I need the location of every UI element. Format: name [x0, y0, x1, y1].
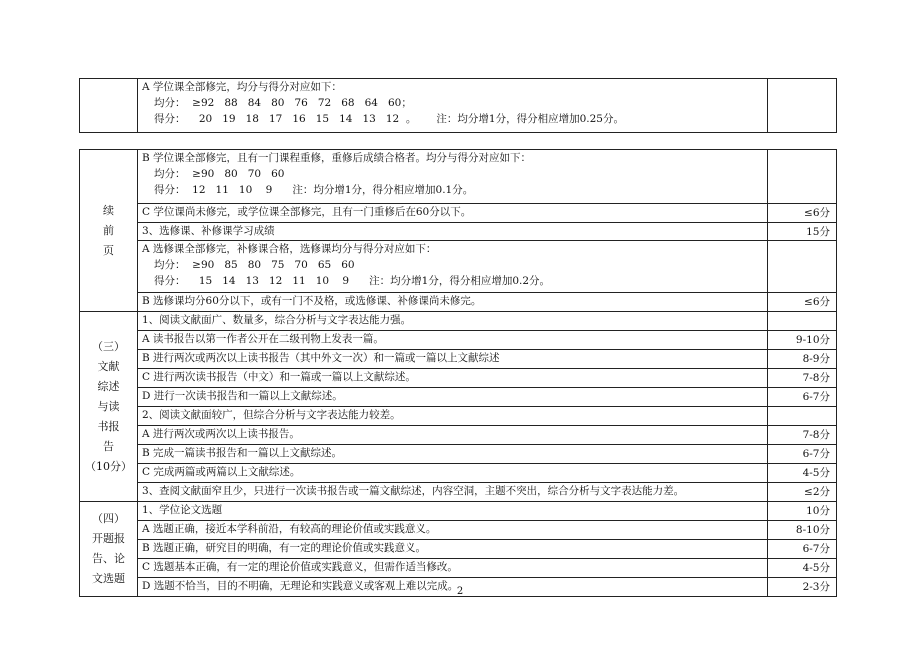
- degree-course-b-cell: [138, 150, 768, 204]
- criteria-row: D 选题不恰当，目的不明确，无理论和实践意义或客观上难以完成。: [138, 578, 768, 597]
- score-cell: 2-3分: [768, 578, 837, 597]
- score-cell: 4-5分: [768, 559, 837, 578]
- criteria-row: D 进行一次读书报告和一篇以上文献综述。: [138, 388, 768, 407]
- literature-review-label: [80, 312, 138, 502]
- label-line: （三）: [92, 339, 125, 353]
- top-label-cell: [80, 79, 138, 133]
- degree-course-c-text: C 学位课尚未修完，或学位课全部修完，且有一门重修后在60分以下。: [138, 204, 768, 223]
- score-cell: [768, 150, 837, 204]
- criteria-row: A 选题正确，接近本学科前沿，有较高的理论价值或实践意义。: [138, 521, 768, 540]
- score-cell: [768, 407, 837, 426]
- score-cell: 4-5分: [768, 464, 837, 483]
- score-cell: 6-7分: [768, 540, 837, 559]
- average-score-row: 均分： ≥92 88 84 80 76 72 68 64 60；: [154, 97, 412, 109]
- score-cell: 6-7分: [768, 445, 837, 464]
- points-row: 得分： 20 19 18 17 16 15 14 13 12 。 注：均分增1分，得分相应增加0.25分。: [154, 113, 624, 125]
- page-number: 2: [456, 586, 464, 597]
- main-score-table: [79, 149, 837, 597]
- criteria-row: A 进行两次或两次以上读书报告。: [138, 426, 768, 445]
- score-cell: 10分: [768, 502, 837, 521]
- label-line: （10分）: [85, 459, 132, 473]
- continued-label-line: 前: [103, 223, 114, 237]
- label-line: 文选题: [92, 572, 125, 585]
- label-line: 告、论: [92, 552, 125, 565]
- criteria-title: 1、阅读文献面广、数量多，综合分析与文字表达能力强。: [138, 312, 768, 331]
- label-line: 开题报: [92, 532, 125, 545]
- label-line: 书报: [97, 419, 120, 433]
- score-cell: [768, 241, 837, 293]
- criteria-row: B 进行两次或两次以上读书报告（其中外文一次）和一篇或一篇以上文献综述: [138, 350, 768, 369]
- thesis-proposal-label: [80, 502, 138, 597]
- degree-course-b-text: B 学位课全部修完，且有一门课程重修，重修后成绩合格者。均分与得分对应如下：: [142, 152, 532, 164]
- criteria-row: C 完成两篇或两篇以上文献综述。: [138, 464, 768, 483]
- top-score-cell: [768, 79, 837, 133]
- criteria-row: B 选题正确，研究目的明确，有一定的理论价值或实践意义。: [138, 540, 768, 559]
- continued-label: [80, 150, 138, 312]
- criteria-title: 3、查阅文献面窄且少，只进行一次读书报告或一篇文献综述，内容空洞，主题不突出，综合分析与文字表达能力差。: [138, 483, 768, 502]
- elective-a-text: A 选修课全部修完，补修课合格，选修课均分与得分对应如下：: [142, 243, 437, 255]
- label-line: （四）: [92, 512, 125, 525]
- criteria-row: B 完成一篇读书报告和一篇以上文献综述。: [138, 445, 768, 464]
- criteria-row: C 选题基本正确，有一定的理论价值或实践意义，但需作适当修改。: [138, 559, 768, 578]
- elective-a-cell: [138, 241, 768, 293]
- top-score-table: [79, 78, 837, 133]
- score-cell: 7-8分: [768, 369, 837, 388]
- score-cell: 7-8分: [768, 426, 837, 445]
- score-cell: 8-9分: [768, 350, 837, 369]
- criteria-title: 2、阅读文献面较广，但综合分析与文字表达能力较差。: [138, 407, 768, 426]
- average-score-row: 均分： ≥90 85 80 75 70 65 60: [154, 259, 355, 271]
- score-cell: 6-7分: [768, 388, 837, 407]
- label-line: 综述: [97, 379, 120, 393]
- criteria-title: 1、学位论文选题: [138, 502, 768, 521]
- points-row: 得分： 12 11 10 9 注：均分增1分，得分相应增加0.1分。: [154, 184, 474, 196]
- label-line: 告: [103, 439, 114, 453]
- points-row: 得分： 15 14 13 12 11 10 9 注：均分增1分，得分相应增加0.2分。: [154, 275, 551, 287]
- continued-label-line: 页: [103, 243, 114, 257]
- degree-course-all-complete-cell: [138, 79, 768, 133]
- degree-course-a-text: A 学位课全部修完，均分与得分对应如下：: [142, 81, 342, 93]
- elective-title: 3、选修课、补修课学习成绩: [138, 223, 768, 241]
- score-cell: ≤6分: [768, 293, 837, 312]
- score-cell: ≤2分: [768, 483, 837, 502]
- score-cell: 9-10分: [768, 331, 837, 350]
- label-line: 文献: [97, 359, 120, 373]
- criteria-row: A 读书报告以第一作者公开在二级刊物上发表一篇。: [138, 331, 768, 350]
- score-cell: [768, 312, 837, 331]
- elective-b-text: B 选修课均分60分以下，或有一门不及格，或选修课、补修课尚未修完。: [138, 293, 768, 312]
- score-cell: 15分: [768, 223, 837, 241]
- criteria-row: C 进行两次读书报告（中文）和一篇或一篇以上文献综述。: [138, 369, 768, 388]
- continued-label-line: 续: [103, 203, 114, 217]
- score-cell: 8-10分: [768, 521, 837, 540]
- average-score-row: 均分： ≥90 80 70 60: [154, 168, 285, 180]
- label-line: 与读: [97, 399, 120, 413]
- score-cell: ≤6分: [768, 204, 837, 223]
